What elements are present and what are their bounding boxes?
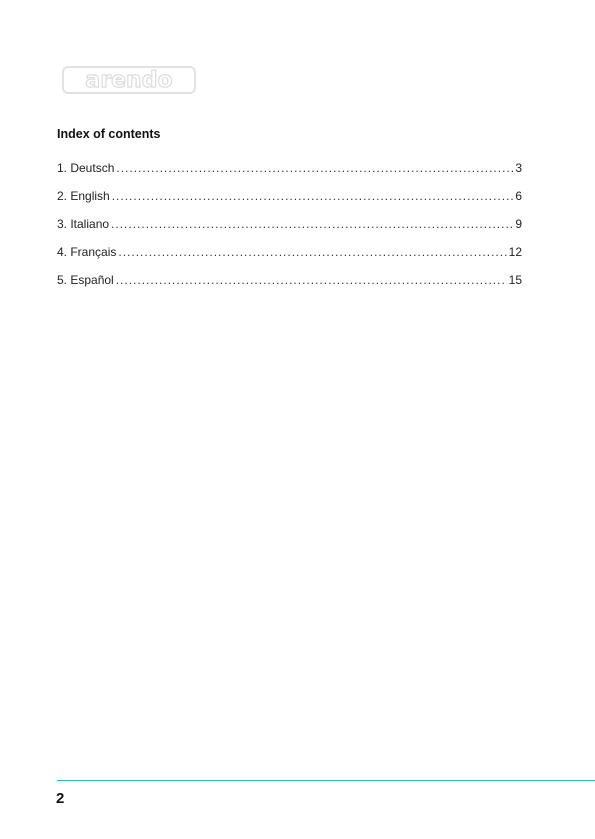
toc-entry-label: 4. Français — [57, 245, 117, 259]
toc-dot-leader — [111, 217, 513, 231]
svg-text:arendo: arendo — [85, 68, 173, 93]
toc-entry-francais[interactable] — [57, 245, 522, 273]
toc-dot-leader — [116, 273, 507, 287]
toc-list — [57, 161, 522, 301]
toc-entry-page: 9 — [515, 217, 522, 231]
toc-dot-leader — [112, 189, 514, 203]
toc-dot-leader — [118, 245, 506, 259]
toc-entry-italiano[interactable] — [57, 217, 522, 245]
page-number: 2 — [56, 790, 65, 807]
toc-entry-page: 3 — [515, 161, 522, 175]
toc-entry-page: 15 — [508, 273, 522, 287]
toc-entry-english[interactable] — [57, 189, 522, 217]
arendo-logo — [62, 66, 196, 94]
toc-entry-page: 12 — [508, 245, 522, 259]
footer-divider — [57, 780, 595, 781]
toc-entry-deutsch[interactable] — [57, 161, 522, 189]
toc-entry-label: 2. English — [57, 189, 110, 203]
toc-entry-page: 6 — [515, 189, 522, 203]
toc-entry-label: 3. Italiano — [57, 217, 110, 231]
toc-entry-label: 1. Deutsch — [57, 161, 115, 175]
toc-entry-espanol[interactable] — [57, 273, 522, 301]
toc-title: Index of contents — [57, 127, 161, 141]
toc-dot-leader — [116, 161, 513, 175]
toc-entry-label: 5. Español — [57, 273, 114, 287]
